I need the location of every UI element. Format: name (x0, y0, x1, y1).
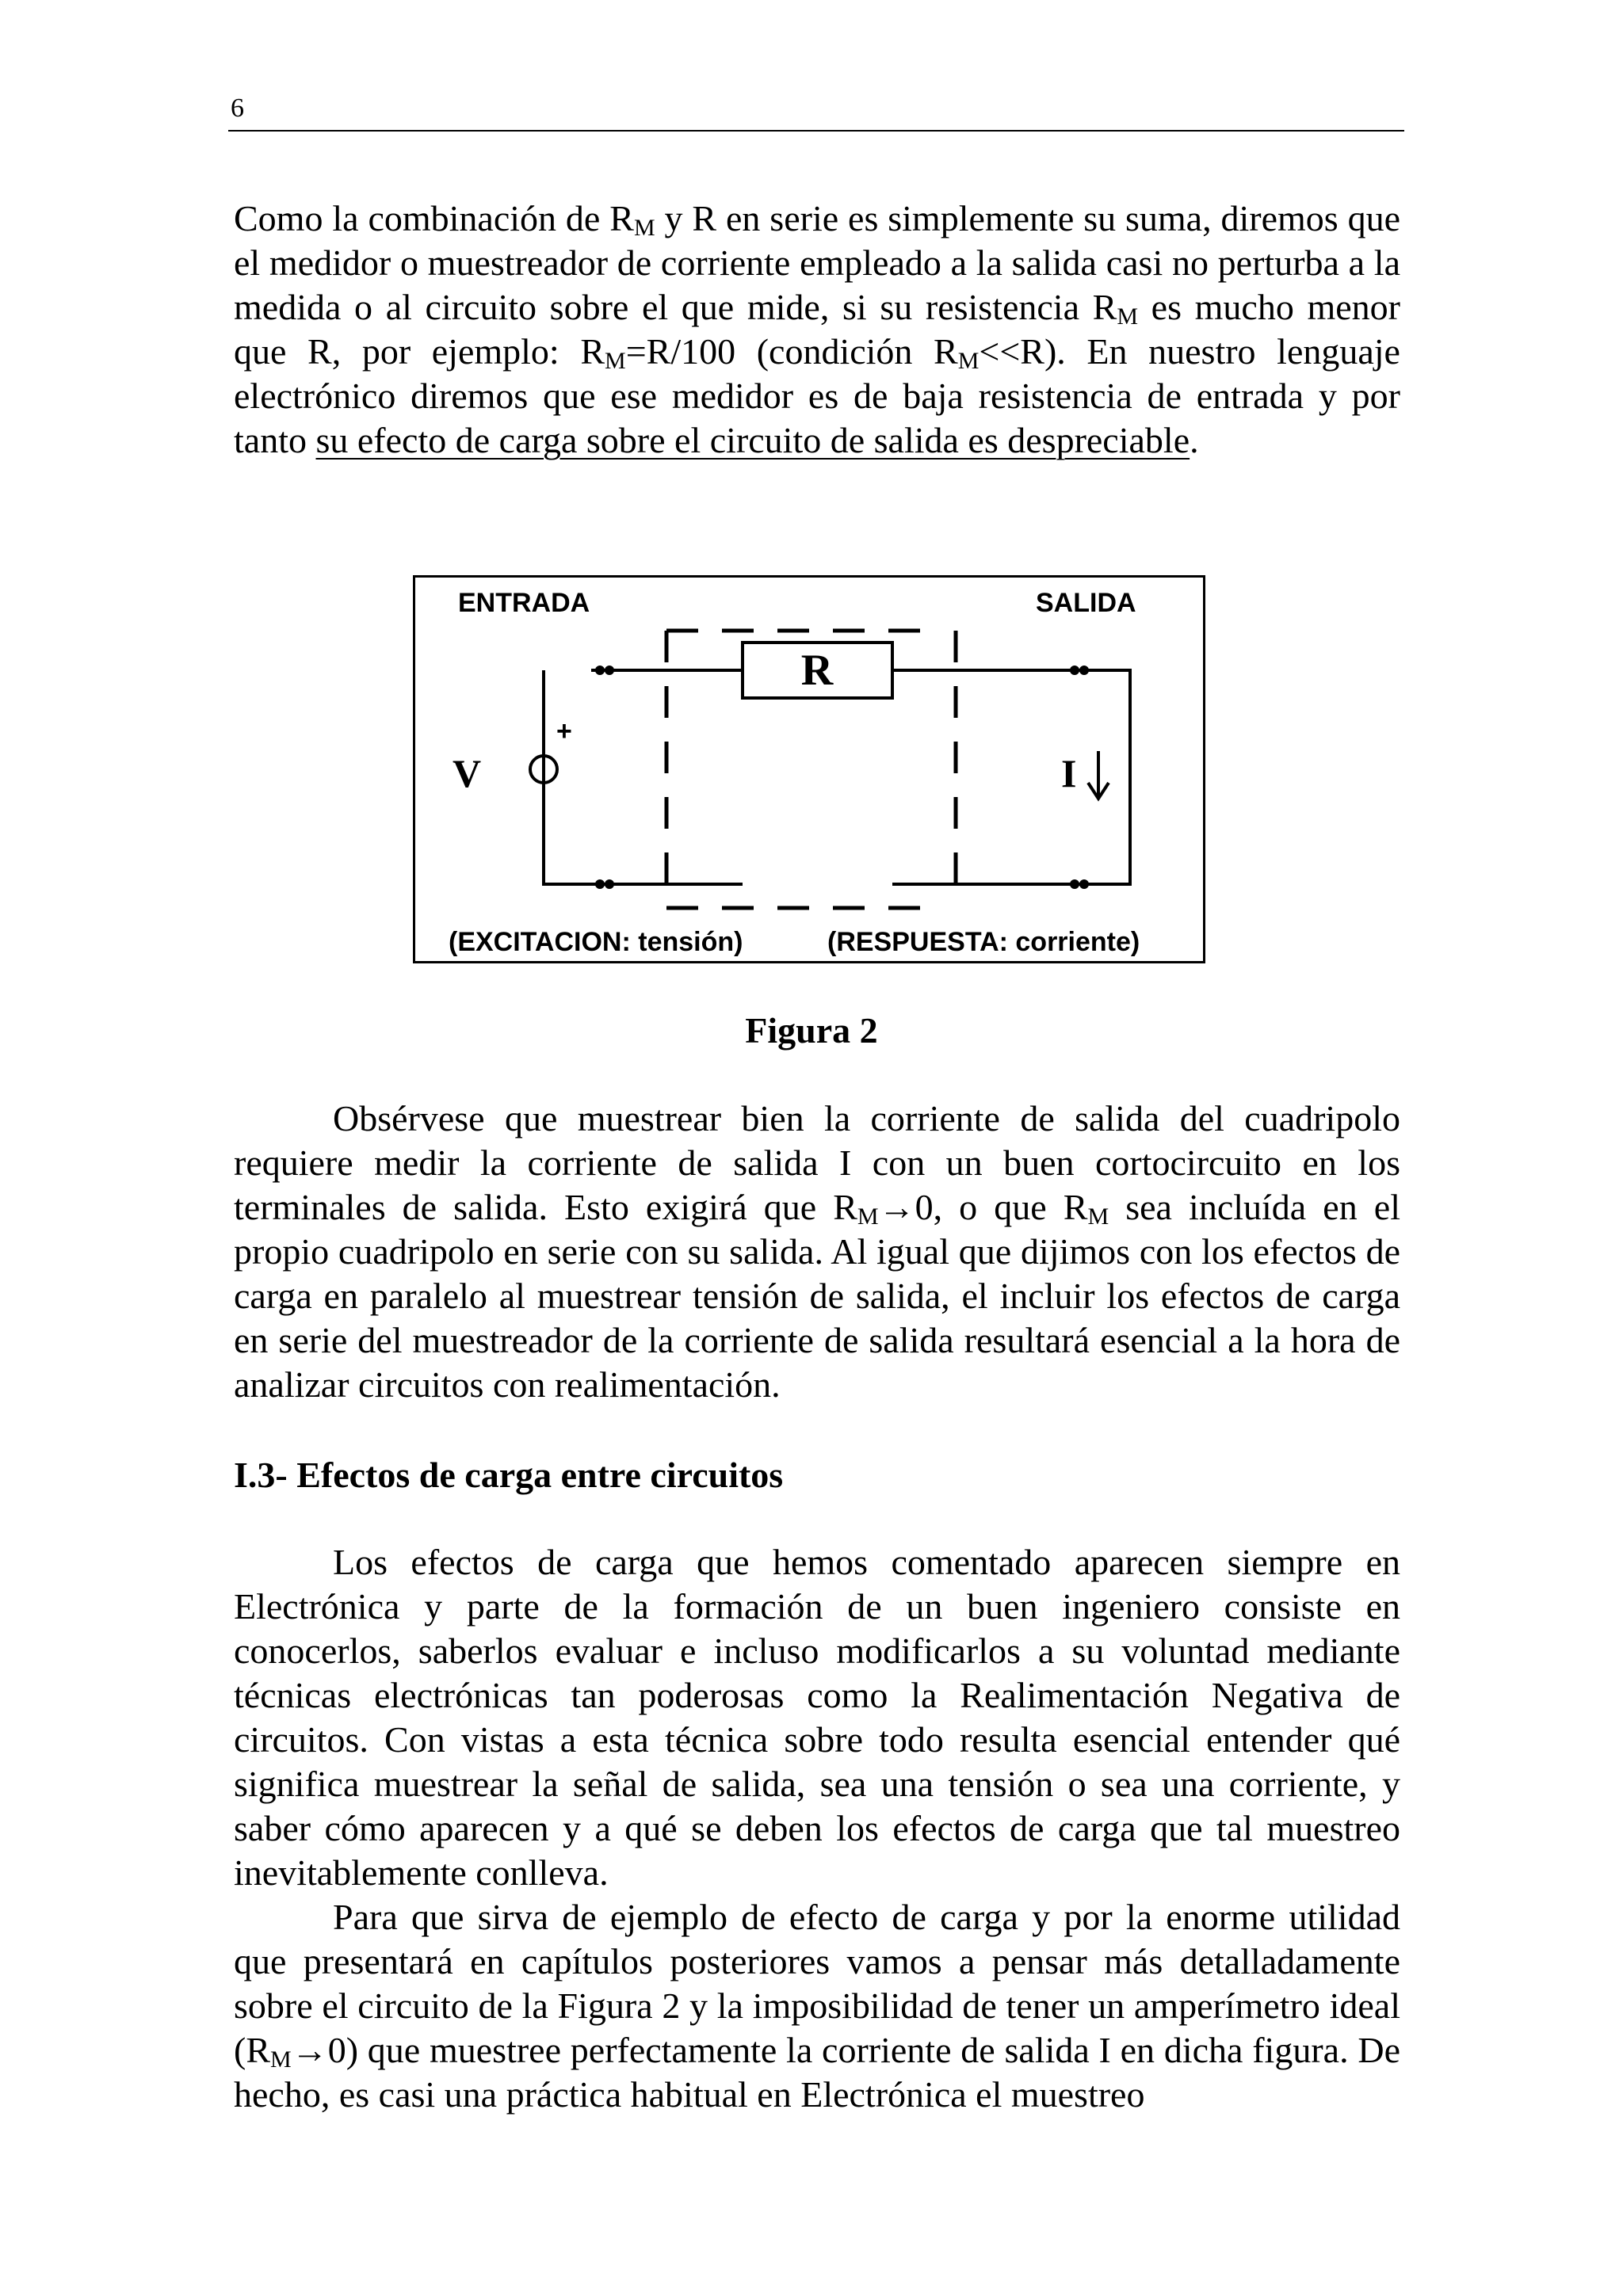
paragraph-3: Los efectos de carga que hemos comentado aparecen siempre en Electrónica y parte de la formación de un buen ingeniero consiste en conocerlos, saberlos evaluar e incluso modificarlos a su voluntad mediante técnicas electrónicas tan poderosas como la Realimentación Negativa de circuitos. Con vistas a esta técnica sobre todo resulta esencial entender qué significa muestrear la señal de salida, sea una tensión o sea una corriente, y saber cómo aparecen y a qué se deben los efectos de carga que tal muestreo inevitablemente conlleva. (234, 1542, 1400, 1893)
text: sea incluída en el propio cuadripolo en serie con su salida. Al igual que dijimos con los efectos de carga en paralelo al muestrear tensión de salida, el incluir los efectos de carga en serie del muestreador de la corriente de salida resultará esencial a la hora de analizar circuitos con realimentación. (234, 1187, 1400, 1405)
text: =R/100 (condición R (625, 331, 958, 372)
entrada-label: ENTRADA (458, 588, 590, 618)
circuit-diagram (413, 575, 1205, 963)
subscript: M (633, 215, 655, 241)
text: y R en serie es simplemente su suma, diremos que el medidor o muestreador de corriente empleado a la salida casi no perturba a la medida o al circuito sobre el que mide, si su resistencia R (234, 198, 1400, 327)
current-label: I (1061, 751, 1077, 795)
text: es mucho menor que R, por ejemplo: R (234, 287, 1401, 372)
header-rule (228, 130, 1404, 132)
text: →0) que muestree perfectamente la corriente de salida I en dicha figura. De hecho, es casi una práctica habitual en Electrónica el muestreo (234, 2030, 1400, 2115)
voltage-label: V (453, 751, 482, 795)
section-heading: I.3- Efectos de carga entre circuitos (234, 1455, 784, 1495)
subscript: M (857, 1203, 879, 1230)
subscript: M (270, 2046, 292, 2073)
text: →0, o que R (878, 1187, 1088, 1227)
subscript: M (1117, 303, 1139, 330)
paragraph-2 (234, 1097, 1400, 1407)
underlined-text: su efecto de carga sobre el circuito de salida es despreciable (315, 420, 1190, 460)
paragraph-4 (234, 1895, 1400, 2117)
response-label: (RESPUESTA: corriente) (827, 927, 1140, 957)
text: <<R). En nuestro lenguaje electrónico diremos que ese medidor es de baja resistencia de entrada y por tanto (234, 331, 1400, 460)
paragraph-1 (234, 196, 1400, 463)
subscript: M (957, 348, 980, 374)
resistor-label: R (800, 646, 834, 695)
text: Como la combinación de R (234, 198, 634, 238)
salida-label: SALIDA (1036, 588, 1136, 618)
circuit-figure (413, 575, 1205, 963)
plus-sign: + (556, 716, 572, 746)
figure-caption: Figura 2 (745, 1010, 878, 1051)
page-number: 6 (231, 93, 244, 123)
excitation-label: (EXCITACION: tensión) (449, 927, 743, 957)
text: . (1190, 420, 1199, 460)
text: Obsérvese que muestrear bien la corriente de salida del cuadripolo requiere medir la corriente de salida I con un buen cortocircuito en los terminales de salida. Esto exigirá que R (234, 1098, 1400, 1227)
text: Para que sirva de ejemplo de efecto de carga y por la enorme utilidad que presentará en capítulos posteriores vamos a pensar más detalladamente sobre el circuito de la Figura 2 y la imposibilidad de tener un amperímetro ideal (R (234, 1897, 1400, 2070)
subscript: M (1087, 1203, 1109, 1230)
subscript: M (605, 348, 626, 374)
